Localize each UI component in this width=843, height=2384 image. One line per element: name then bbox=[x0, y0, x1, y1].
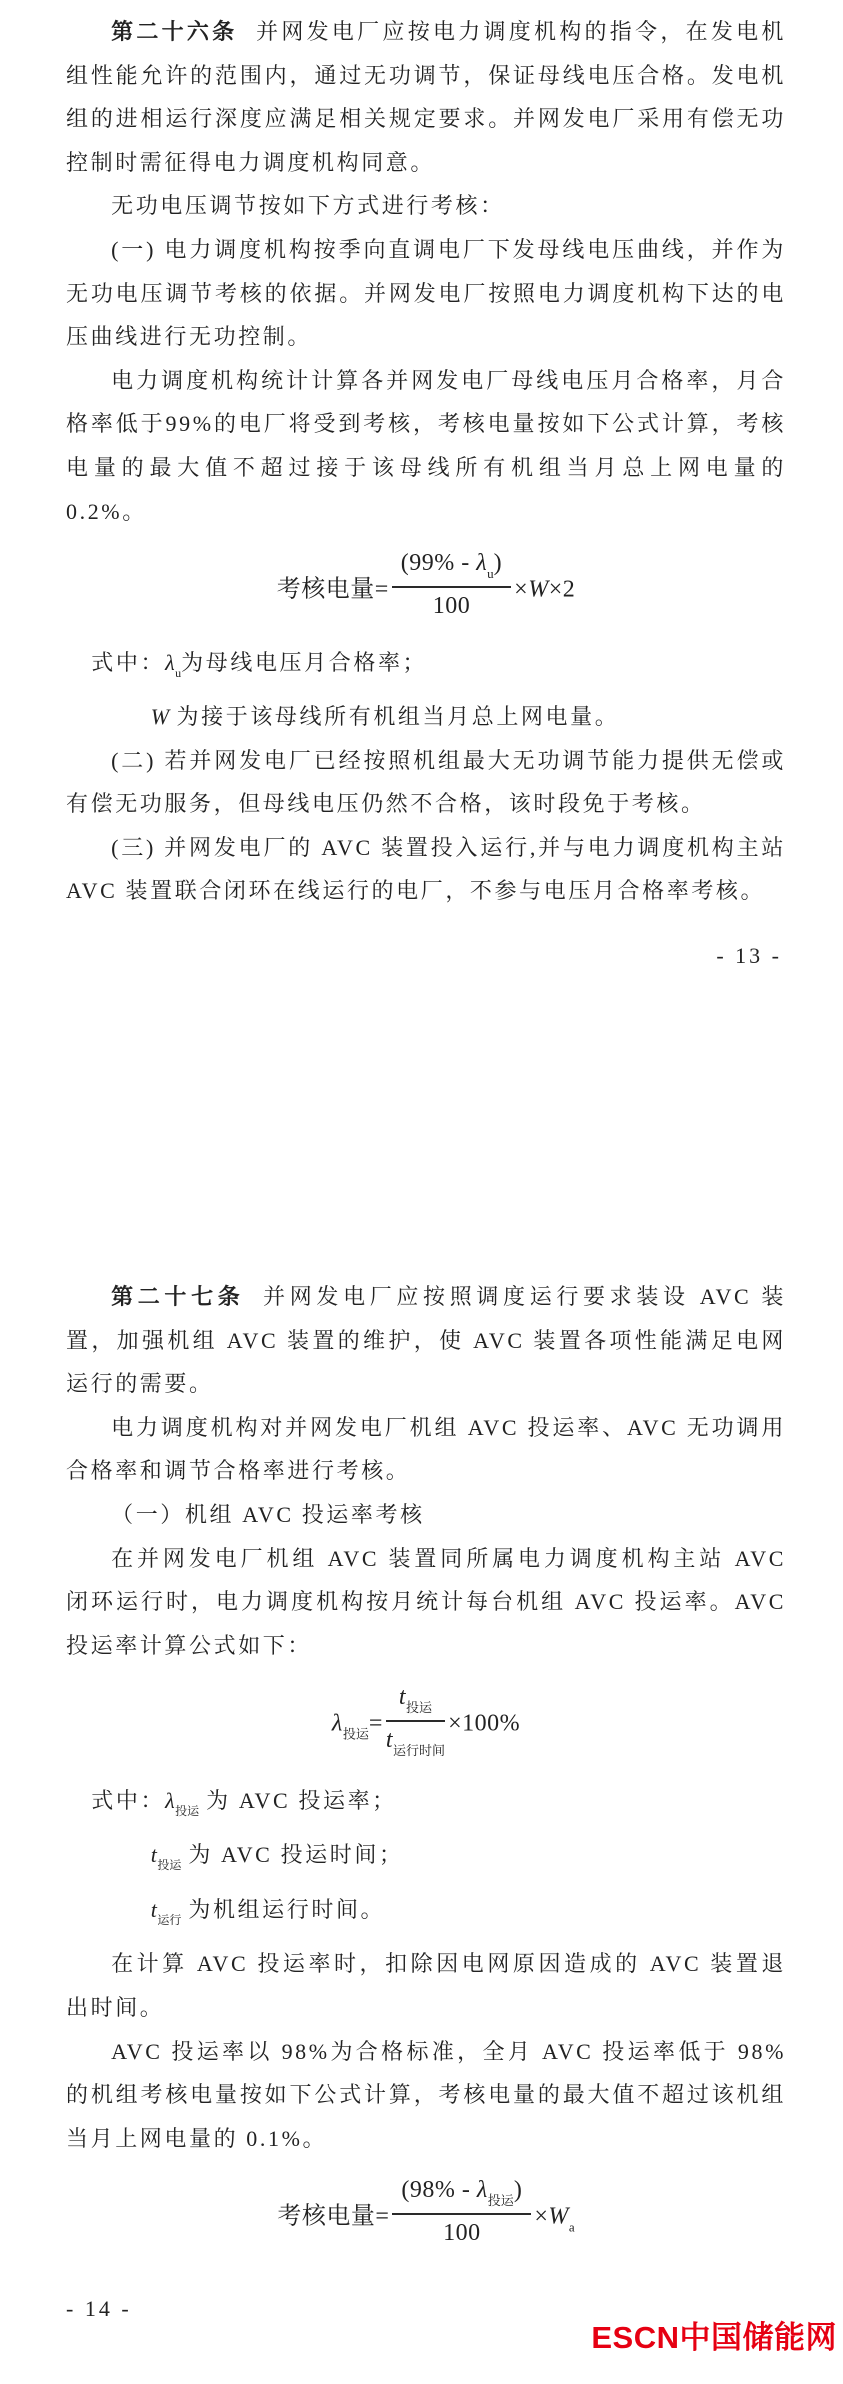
paragraph-article-26 bbox=[66, 10, 786, 184]
fraction bbox=[392, 2176, 531, 2247]
formula-lhs: 考核电量= bbox=[277, 2203, 390, 2230]
fraction-denominator: $t_{运行时间}$ bbox=[385, 1727, 446, 1759]
formula-avc-assessment: 考核电量= $\frac{(98\% - \lambda_{投运})}{100}$ $\times W_a$ bbox=[277, 2177, 575, 2246]
paragraph: 电力调度机构对并网发电厂机组 AVC 投运率、AVC 无功调用合格率和调节合格率进行考核。 bbox=[66, 1414, 786, 1484]
paragraph: 电力调度机构统计计算各并网发电厂母线电压月合格率，月合格率低于99%的电厂将受到考核，考核电量按如下公式计算，考核电量的最大值不超过接于该母线所有机组当月总上网电量的0.2%。 bbox=[66, 367, 786, 524]
paragraph-item-1: （一）机组 AVC 投运率考核 bbox=[111, 1502, 425, 1528]
paragraph-item-3: (三) 并网发电厂的 AVC 装置投入运行,并与电力调度机构主站 AVC 装置联合闭环在线运行的电厂，不参与电压月合格率考核。 bbox=[66, 834, 786, 904]
document-page-13 bbox=[0, 0, 843, 969]
document-page-14 bbox=[0, 1265, 843, 2248]
formula-avc-rate: $\lambda_{投运}=$ $\frac{t_{投运}}{t_{运行时间}}$ ×100% bbox=[331, 1684, 521, 1759]
page-number: - 13 - bbox=[716, 943, 782, 969]
article-number: 第二十六条 bbox=[111, 19, 238, 44]
paragraph: 在并网发电厂机组 AVC 装置同所属电力调度机构主站 AVC 闭环运行时，电力调度机构按月统计每台机组 AVC 投运率。AVC 投运率计算公式如下： bbox=[66, 1545, 786, 1658]
fraction-numerator: $t_{投运}$ bbox=[386, 1683, 445, 1722]
paragraph-item-2: (二) 若并网发电厂已经按照机组最大无功调节能力提供无偿或有偿无功服务，但母线电压仍然不合格，该时段免于考核。 bbox=[66, 747, 786, 817]
formula-legend-line: 式中：$\lambda_u$为母线电压月合格率； bbox=[91, 649, 428, 680]
paragraph: 在计算 AVC 投运率时，扣除因电网原因造成的 AVC 装置退出时间。 bbox=[66, 1951, 786, 2020]
fraction-denominator: 100 bbox=[443, 2219, 481, 2246]
page-break-gap bbox=[0, 969, 843, 1265]
article-text: 并网发电厂应按电力调度机构的指令，在发电机组性能允许的范围内，通过无功调节，保证母线电压合格。发电机组的进相运行深度应满足相关规定要求。并网发电厂采用有偿无功控制时需征得电力调度机构同意。 bbox=[66, 19, 786, 175]
formula-lhs: 考核电量= bbox=[276, 576, 389, 603]
fraction-numerator: $(98\% - \lambda_{投运})$ bbox=[392, 2176, 531, 2215]
escn-watermark-logo: ESCN中国储能网 bbox=[591, 2319, 837, 2355]
page-footer bbox=[0, 2294, 843, 2384]
fraction-denominator: 100 bbox=[432, 592, 471, 619]
paragraph-item-1: (一) 电力调度机构按季向直调电厂下发母线电压曲线，并作为无功电压调节考核的依据。并网发电厂按照电力调度机构下达的电压曲线进行无功控制。 bbox=[66, 236, 786, 350]
formula-legend-line: W 为接于该母线所有机组当月总上网电量。 bbox=[150, 704, 620, 730]
paragraph: 无功电压调节按如下方式进行考核： bbox=[111, 193, 505, 219]
formula-voltage-assessment: 考核电量= $\frac{(99\% - \lambda_u)}{100}$ ×W×2 bbox=[276, 550, 576, 619]
formula-legend-line: $t_{运行}$ 为机组运行时间。 bbox=[150, 1896, 386, 1927]
paragraph: AVC 投运率以 98%为合格标准，全月 AVC 投运率低于 98%的机组考核电量按如下公式计算，考核电量的最大值不超过该机组当月上网电量的 0.1%。 bbox=[66, 2038, 786, 2151]
fraction-numerator: $(99\% - \lambda_u)$ bbox=[392, 549, 511, 588]
page-number: - 14 - bbox=[66, 2295, 132, 2321]
paragraph-article-27 bbox=[66, 1275, 786, 1406]
formula-legend-line: $t_{投运}$ 为 AVC 投运时间； bbox=[150, 1842, 404, 1873]
article-number: 第二十七条 bbox=[111, 1284, 245, 1310]
formula-legend-line: 式中：$\lambda_{投运}$ 为 AVC 投运率； bbox=[91, 1787, 397, 1818]
fraction bbox=[386, 1683, 445, 1758]
fraction bbox=[392, 549, 511, 620]
article-text: 并网发电厂应按照调度运行要求装设 AVC 装置，加强机组 AVC 装置的维护，使 AVC 装置各项性能满足电网运行的需要。 bbox=[66, 1284, 786, 1397]
